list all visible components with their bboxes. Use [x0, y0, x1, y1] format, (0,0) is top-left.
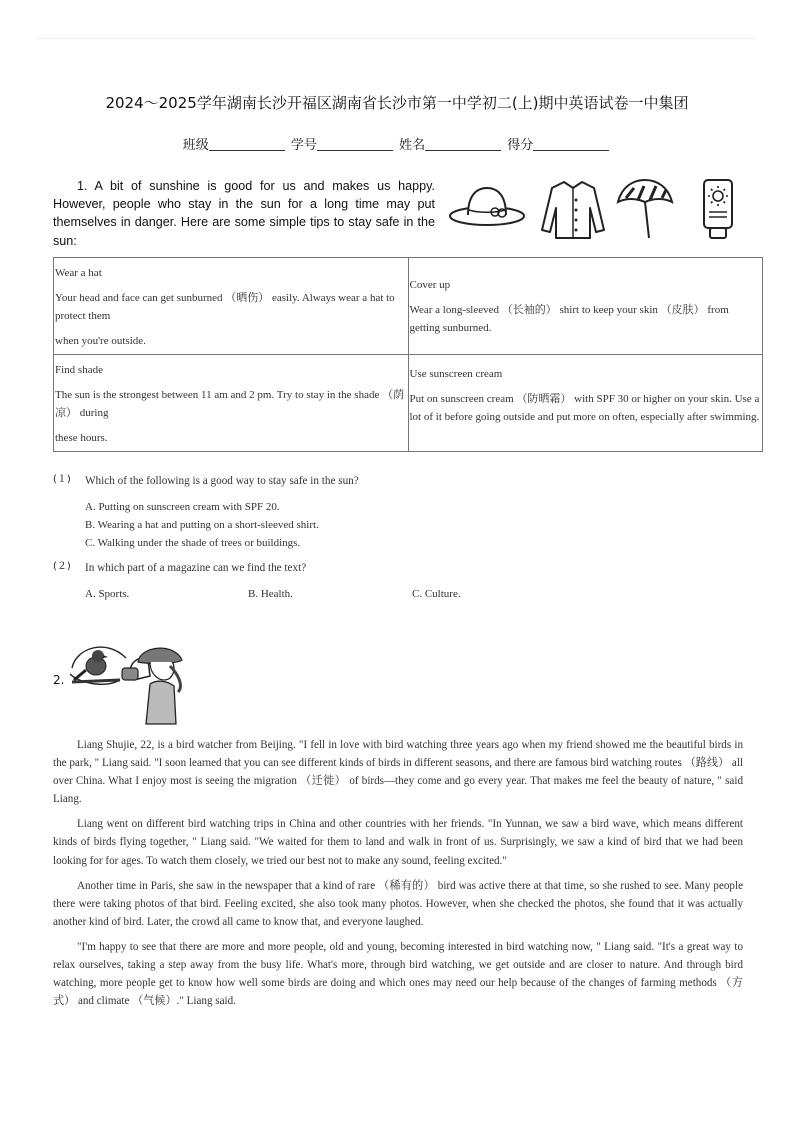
student-info-fields [0, 134, 794, 153]
sub-question-text: Which of the following is a good way to stay safe in the sun? [85, 475, 359, 487]
tip-cell-sunscreen [408, 355, 763, 452]
name-label: 姓名 [399, 138, 426, 153]
answer-option[interactable]: A. Sports. [85, 588, 130, 600]
answer-option[interactable]: C. Culture. [412, 588, 461, 600]
hat-icon [448, 178, 526, 238]
sun-safety-tips-table [53, 257, 763, 452]
tip-heading: Use sunscreen cream [409, 368, 503, 380]
number-blank[interactable] [317, 137, 393, 151]
umbrella-icon [616, 178, 674, 240]
score-label: 得分 [507, 138, 534, 153]
tip-text: Your head and face can get sunburned （晒伤） easily. Always wear a hat to protect them [55, 292, 395, 322]
passage-paragraph: "I'm happy to see that there are more and more people, old and young, becoming interested in bird watching now, " Liang said. "It's a great way to relax ourselves, taking a step away from the busy life. What's more, through bird watching, we get outside and are closer to nature. And through bird watching, more people get to know how well some birds are doing and which ones may need our help because of the changes of farming methods （方式） and climate （气候）." Liang said. [53, 940, 743, 1008]
sub-question-number: (１) [53, 474, 71, 485]
number-label: 学号 [290, 138, 317, 153]
name-blank[interactable] [425, 137, 501, 151]
score-blank[interactable] [533, 137, 609, 151]
tip-heading: Find shade [55, 364, 103, 376]
answer-option[interactable]: B. Wearing a hat and putting on a short-sleeved shirt. [85, 519, 319, 531]
tip-cell-wear-hat [54, 258, 409, 355]
tip-cell-find-shade [54, 355, 409, 452]
tip-text: these hours. [55, 432, 108, 444]
top-divider [38, 38, 756, 39]
tip-text: The sun is the strongest between 11 am and 2 pm. Try to stay in the shade （荫凉） during [55, 389, 405, 419]
tip-text: Put on sunscreen cream （防晒霜） with SPF 30 or higher on your skin. Use a lot of it before going outside and put more on often, especially after swimming. [409, 393, 760, 423]
answer-option[interactable]: C. Walking under the shade of trees or buildings. [85, 537, 301, 549]
passage-paragraph: Another time in Paris, she saw in the newspaper that a kind of rare （稀有的） bird was active there at that time, so she rushed to see. Many people there were taking photos of that bird. Feeling excited, she also took many photos. However, when she checked the photos, she found that it was actually another kind of bird. Later, the crowd all came to know that, and everyone laughed. [53, 879, 743, 928]
tip-text: Wear a long-sleeved （长袖的） shirt to keep your skin （皮肤） from getting sunburned. [409, 304, 729, 334]
shirt-icon [540, 178, 606, 240]
page-title: 2024～2025学年湖南长沙开福区湖南省长沙市第一中学初二(上)期中英语试卷一中集团 [105, 94, 689, 112]
q1-intro: 1. A bit of sunshine is good for us and makes us happy. However, people who stay in the sun for a long time may put themselves in danger. Here are some simple tips to stay safe in the sun: [53, 179, 435, 248]
table-row [54, 258, 763, 355]
class-label: 班级 [182, 138, 209, 153]
sub-question-number: (２) [53, 561, 71, 572]
sub-question-text: In which part of a magazine can we find the text? [85, 562, 307, 574]
answer-option[interactable]: A. Putting on sunscreen cream with SPF 20. [85, 501, 280, 513]
class-blank[interactable] [209, 137, 285, 151]
tip-heading: Cover up [409, 279, 451, 291]
bird-watching-passage [53, 736, 743, 1017]
passage-paragraph: Liang Shujie, 22, is a bird watcher from Beijing. "I fell in love with bird watching three years ago when my friend showed me the beautiful birds in the park, " Liang said. "I soon learned that you can see different kinds of birds in different seasons, and there are famous bird watching routes （路线） all over China. What I enjoy most is seeing the migration （迁徙） of birds—they come and go every year. That makes me feel the beauty of nature, " said Liang. [53, 739, 743, 806]
answer-option[interactable]: B. Health. [248, 588, 293, 600]
question-number: 2. [53, 673, 65, 687]
bird-watcher-illustration [66, 640, 192, 726]
tip-heading: Wear a hat [55, 267, 102, 279]
tip-text: when you're outside. [55, 335, 146, 347]
sunscreen-icon [698, 178, 738, 242]
passage-paragraph: Liang went on different bird watching trips in China and other countries with her friends. "In Yunnan, we saw a bird wave, which means different kinds of birds flying together, " Liang said. "We waited for them to land and walk in front of us. Surprisingly, we saw a kind of bird that we had been looking for for ages. To watch them closely, we tried our best not to make any sound, feeling excited." [53, 818, 743, 867]
table-row [54, 355, 763, 452]
q1-illustrations [448, 178, 748, 244]
tip-cell-cover-up [408, 258, 763, 355]
